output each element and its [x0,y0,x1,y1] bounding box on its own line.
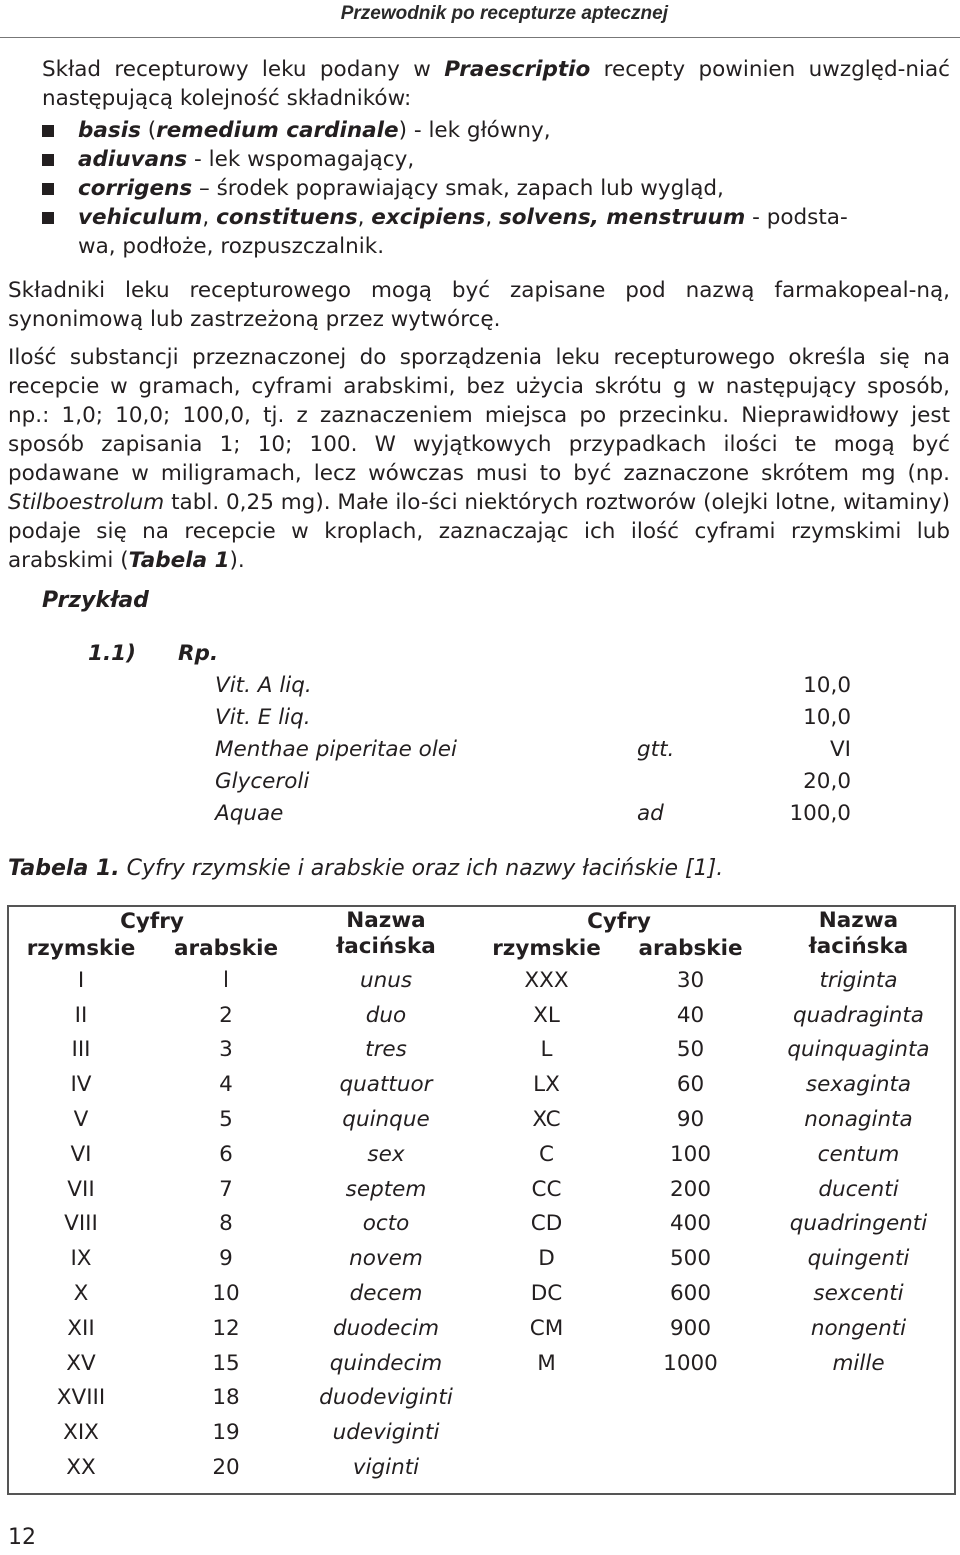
table-row [7,1241,954,1276]
roman-cell: XC [532,1107,561,1133]
latin-cell: sex [367,1141,405,1167]
roman-cell: L [540,1037,553,1063]
table-row [7,1102,954,1137]
latin-cell: udeviginti [332,1420,440,1446]
latin-cell: ducenti [818,1176,899,1202]
bullet-square-icon [42,212,54,224]
latin-cell: septem [345,1176,427,1202]
arabic-cell: 900 [669,1315,712,1341]
roman-cell: LX [533,1072,560,1098]
arabic-cell: 15 [212,1350,240,1376]
latin-cell [763,1450,954,1485]
bullet-square-icon [42,125,54,137]
latin-cell: quinquaginta [787,1037,930,1063]
latin-cell: quattuor [339,1072,433,1098]
list-item [42,203,950,261]
ingredient-mark: gtt. [637,737,675,762]
latin-cell: quindecim [329,1350,443,1376]
table-caption-label: Tabela 1. [8,856,120,881]
arabic-header-left: arabskie [173,936,279,961]
intro-text-post: recepty powinien uwzględ-niać następującą kolejność składników: [42,57,950,111]
roman-cell: XVIII [56,1385,106,1411]
quantity-text-e: ). [229,548,245,573]
quantity-paragraph [8,343,950,575]
roman-cell: II [74,1002,88,1028]
roman-cell: XL [533,1002,560,1028]
ingredient-amount: 100,0 [789,801,851,826]
table-row [7,963,954,998]
example-number: 1.1) [88,641,136,666]
table-row [7,1033,954,1068]
ingredient-amount: VI [829,737,851,762]
list-item-text: basis (remedium cardinale) - lek główny, [78,118,551,143]
list-item-text: corrigens – środek poprawiający smak, zapach lub wygląd, [78,176,724,201]
ingredient-name: Vit. E liq. [215,705,311,730]
arabic-cell: 40 [676,1002,705,1028]
table-row [7,998,954,1033]
roman-cell: IX [70,1246,92,1272]
ingredient-amount: 10,0 [803,705,851,730]
latin-cell: centum [817,1141,900,1167]
latin-cell: unus [359,967,413,993]
table-row [7,1346,954,1381]
latin-cell: sexaginta [805,1072,912,1098]
roman-cell: CC [531,1176,562,1202]
roman-cell: DC [530,1281,563,1307]
arabic-cell: 60 [676,1072,705,1098]
list-item-text: vehiculum, constituens, excipiens, solvens, menstruum - podsta- [78,205,848,230]
arabic-cell: 600 [669,1281,712,1307]
latin-cell: sexcenti [813,1281,904,1307]
latin-cell [763,1415,954,1450]
roman-header-left: rzymskie [26,936,136,961]
list-item [42,145,950,174]
recipe-row [215,705,855,737]
arabic-cell: 1000 [663,1350,718,1376]
intro-text-pre: Skład recepturowy leku podany w [42,57,445,82]
roman-cell: XXX [524,967,569,993]
group-header-left: Cyfry [120,909,184,934]
latin-header-right: Nazwa łacińska [808,908,909,959]
quantity-drug-name: Stilboestrolum [8,490,165,515]
group-header-right: Cyfry [587,909,651,934]
roman-cell: M [537,1350,556,1376]
bullet-square-icon [42,183,54,195]
arabic-cell: 500 [669,1246,712,1272]
list-item [42,116,950,145]
latin-cell: triginta [819,967,898,993]
ingredient-name: Aquae [215,801,284,826]
intro-paragraph [42,55,950,113]
table-row [7,1137,954,1172]
list-item [42,174,950,203]
ingredient-name: Glyceroli [215,769,310,794]
arabic-cell: 19 [212,1420,240,1446]
list-item-text: adiuvans - lek wspomagający, [78,147,415,172]
latin-cell: decem [349,1281,423,1307]
table-row [7,1067,954,1102]
arabic-cell: 200 [669,1176,712,1202]
arabic-cell: 6 [219,1141,233,1167]
latin-cell: quinque [342,1107,430,1133]
roman-cell: XII [67,1315,95,1341]
numerals-table [7,905,954,1485]
roman-cell [475,1381,618,1416]
names-paragraph: Składniki leku recepturowego mogą być zapisane pod nazwą farmakopeal-ną, synonimową lub zastrzeżoną przez wytwórcę. [8,278,950,332]
ingredient-amount: 10,0 [803,673,851,698]
recipe-row [215,769,855,801]
arabic-cell: 18 [212,1385,240,1411]
arabic-cell [618,1381,763,1416]
roman-cell: III [71,1037,91,1063]
latin-cell: nonaginta [804,1107,913,1133]
latin-cell: duo [365,1002,407,1028]
arabic-cell: 12 [212,1315,240,1341]
table-reference: Tabela 1 [128,548,230,573]
quantity-text-a: Ilość substancji przeznaczonej do sporządzenia leku recepturowego określa się na recepcie w gramach, cyframi arabskimi, bez użycia skrótu g w następujący sposób, np.: 1,0; 10,0; 100,0, tj. z zaznaczeniem miejsca po przecinku. Nieprawidłowy jest sposób zapisania 1; 10; 100. W wyjątkowych przypadkach ilości te mogą być podawane w miligramach, lecz wówczas musi to być zaznaczone skrótem mg (np. [8,345,950,486]
ingredient-amount: 20,0 [803,769,851,794]
list-item-continuation: wa, podłoże, rozpuszczalnik. [78,234,385,259]
roman-cell: I [77,967,85,993]
roman-cell: XX [66,1455,96,1481]
recipe-row [215,737,855,769]
bullet-square-icon [42,154,54,166]
arabic-cell: 400 [669,1211,712,1237]
page-number: 12 [8,1525,36,1550]
table-row [7,1311,954,1346]
arabic-header-right: arabskie [638,936,743,961]
latin-cell: quadraginta [793,1002,924,1028]
latin-cell: mille [832,1350,885,1376]
latin-cell [763,1381,954,1416]
running-header: Przewodnik po recepturze aptecznej [340,3,668,24]
intro-term: Praescriptio [444,57,591,82]
table-row [7,1450,954,1485]
arabic-cell: 2 [219,1002,233,1028]
arabic-cell [618,1450,763,1485]
table-caption [8,856,723,881]
arabic-cell [618,1415,763,1450]
arabic-cell: 8 [219,1211,233,1237]
latin-cell: novem [349,1246,423,1272]
roman-cell: VI [70,1141,92,1167]
latin-cell: octo [362,1211,410,1237]
table-row [7,1172,954,1207]
arabic-cell: 3 [219,1037,233,1063]
arabic-cell: 50 [676,1037,705,1063]
table-row [7,1415,954,1450]
latin-cell: viginti [352,1455,420,1481]
arabic-cell: 30 [676,967,705,993]
roman-cell: XV [66,1350,96,1376]
latin-cell: nongenti [810,1315,907,1341]
table-caption-text: Cyfry rzymskie i arabskie oraz ich nazwy łacińskie [1]. [119,856,724,881]
arabic-cell: 4 [219,1072,233,1098]
arabic-cell: 90 [676,1107,705,1133]
roman-cell: VIII [64,1211,98,1237]
table-row [7,1207,954,1242]
arabic-cell: 20 [212,1455,240,1481]
latin-cell: tres [365,1037,407,1063]
roman-cell: V [73,1107,89,1133]
arabic-cell: 7 [219,1176,233,1202]
roman-header-right: rzymskie [492,936,601,961]
arabic-cell: 9 [219,1246,233,1272]
header-rule [0,37,960,38]
roman-cell: X [73,1281,89,1307]
latin-cell: duodeviginti [319,1385,453,1411]
roman-cell: CM [529,1315,564,1341]
latin-cell: duodecim [332,1315,440,1341]
ingredient-name: Vit. A liq. [215,673,312,698]
arabic-cell: 100 [669,1141,712,1167]
roman-cell: XIX [63,1420,99,1446]
roman-cell: D [538,1246,555,1272]
recipe-row [215,673,855,705]
latin-cell: quingenti [807,1246,910,1272]
ingredient-name: Menthae piperitae olei [215,737,458,762]
recipe-label: Rp. [178,641,219,666]
roman-cell [475,1450,618,1485]
latin-header-left: Nazwa łacińska [336,908,436,959]
table-row [7,1381,954,1416]
roman-cell: CD [530,1211,563,1237]
arabic-cell: 10 [212,1281,240,1307]
roman-cell: IV [70,1072,92,1098]
arabic-cell: 5 [219,1107,233,1133]
table-row [7,1276,954,1311]
recipe-row [215,801,855,833]
roman-cell [475,1415,618,1450]
roman-cell: VII [67,1176,95,1202]
ingredient-mark: ad [637,801,664,826]
latin-cell: quadringenti [789,1211,928,1237]
roman-cell: C [538,1141,554,1167]
example-heading: Przykład [42,588,149,613]
arabic-cell: l [223,967,229,993]
quantity-text-c: tabl. 0,25 mg). Małe ilo-ści niektórych roztworów (olejki lotne, witaminy) podaje się na recepcie w kroplach, zaznaczając ich ilość cyframi rzymskimi lub arabskimi ( [8,490,950,573]
